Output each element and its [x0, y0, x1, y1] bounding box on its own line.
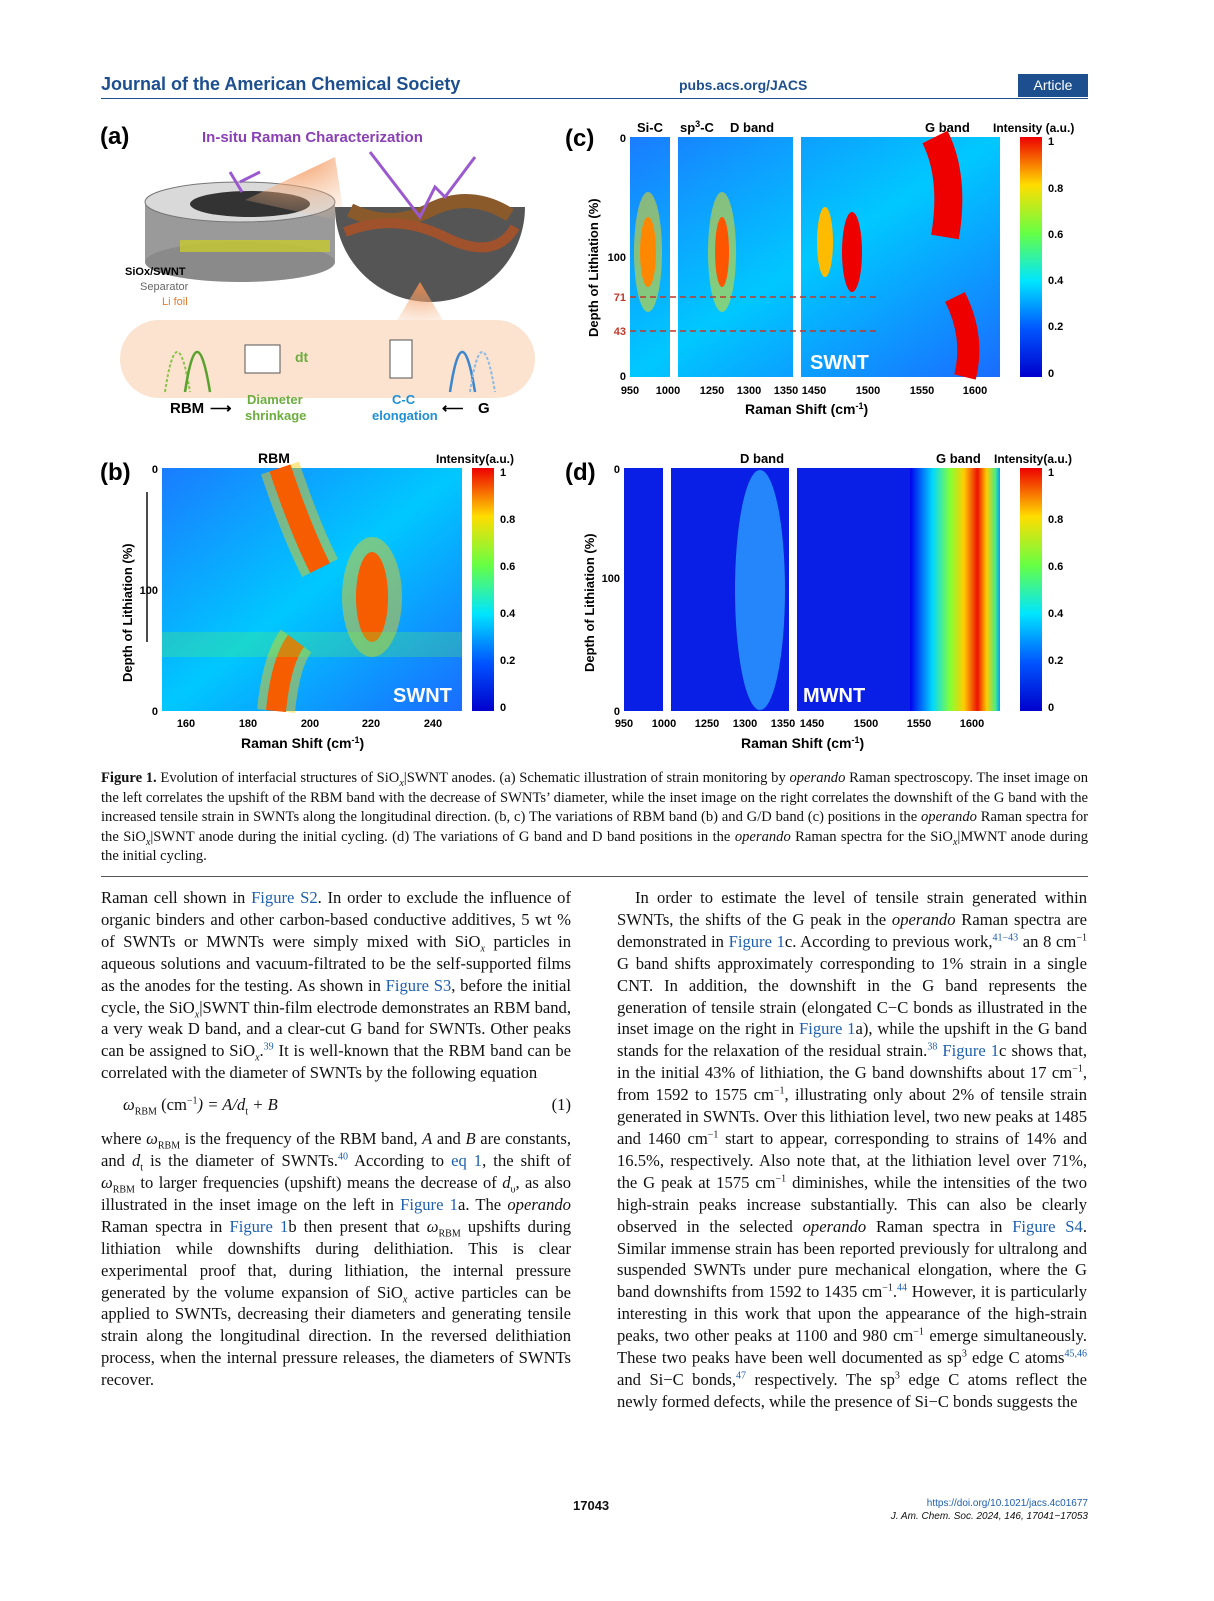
xtick-d-1550: 1550 — [906, 718, 932, 730]
caption-italic: operando — [789, 770, 846, 786]
xtick-c-1000: 1000 — [655, 385, 681, 397]
link-figure-1a[interactable]: Figure 1 — [400, 1194, 458, 1214]
ref-39[interactable]: 39 — [263, 1041, 274, 1053]
figure-1 — [100, 112, 1090, 762]
xtick-b-200: 200 — [300, 718, 320, 730]
ytick-c-100: 100 — [607, 252, 626, 264]
ref-45-46[interactable]: 45,46 — [1064, 1348, 1087, 1360]
cbar-title-d: Intensity(a.u.) — [994, 452, 1073, 466]
cbar-d-tick-02: 0.2 — [1048, 655, 1064, 667]
xtick-d-1000: 1000 — [651, 718, 677, 730]
xtick-c-1350: 1350 — [773, 385, 799, 397]
equation-body: $\omega_{RBM}$ $(cm^{-1}) = A/d_t + B$ — [123, 1095, 278, 1118]
cbar-b-tick-02: 0.2 — [500, 655, 516, 667]
caption-italic: operando — [734, 828, 791, 845]
xlabel-d: Raman Shift $(cm^{-1})$ — [741, 735, 865, 751]
ytick-b-0-top: 0 — [151, 464, 158, 476]
cbar-b-tick-08: 0.8 — [500, 514, 516, 526]
colorbar-b — [472, 468, 494, 711]
link-figure-s3[interactable]: Figure S3 — [385, 975, 452, 995]
layer-label-sioxswnt: SiOx/SWNT — [125, 266, 186, 278]
caption-sub-x: x — [952, 836, 958, 848]
caption-text: Evolution of interfacial structures of SiO — [156, 770, 400, 786]
xlabel-b: Raman Shift $(cm^{-1})$ — [241, 735, 365, 751]
xtick-b-160: 160 — [176, 718, 196, 730]
ref-47[interactable]: 47 — [735, 1370, 746, 1382]
caption-sub-x: x — [399, 777, 404, 789]
ytick-b-0-bottom: 0 — [151, 706, 158, 718]
xtick-c-1550: 1550 — [909, 385, 935, 397]
xtick-d-1500: 1500 — [853, 718, 879, 730]
ylabel-c: Depth of Lithiation (%) — [586, 198, 601, 337]
paragraph-1: Raman cell shown in Figure S2. In order to exclude the influence of organic binders and other carbon-based conductive additives, 5 wt % of SWNTs or MWNTs were simply mixed with SiO$_x$ particles in aqueous solutions and vacuum-filtrated to be the self-supported films as the anodes for the testing. As shown in Figure S3, before the initial cycle, the SiO$_x$|SWNT thin-film electrode demonstrates an RBM band, a very weak D band, and a clear-cut G band for SWNTs. Other peaks can be assigned to SiO$_x$.$^{39}$ It is well-known that the RBM band can be correlated with the diameter of SWNTs by the following equation — [101, 888, 571, 1083]
ytick-d-100: 100 — [601, 573, 620, 585]
paragraph-2: where $\omega_{RBM}$ is the frequency of the RBM band, A and B are constants, and $d_t$ is the diameter of SWNTs.$^{40}$ According to eq 1, the shift of $\omega_{RBM}$ to larger frequencies (upshift) means the decrease of $d_\upsilon$, as also illustrated in the inset image on the left in Figure 1a. The operando Raman spectra in Figure 1b then present that $\omega_{RBM}$ upshifts during lithiation while downshifts during delithiation. This is clear experimental proof that, during lithiation, the internal pressure generated by the volume expansion of SiO$_x$ active particles can be applied to SWNTs, decreasing their diameters and generating tensile strain along the longitudinal direction. In the reversed delithiation process, when the internal pressure releases, the diameters of SWNTs recover. — [101, 1129, 572, 1390]
caption-italic: operando — [920, 809, 977, 825]
link-figure-s4[interactable]: Figure S4 — [1012, 1216, 1083, 1236]
xtick-d-1600: 1600 — [959, 718, 985, 730]
xtick-d-1350: 1350 — [770, 718, 796, 730]
ylabel-d: Depth of Lithiation (%) — [582, 533, 597, 672]
cbar-b-tick-06: 0.6 — [500, 561, 516, 573]
ytick-c-43: 43 — [613, 326, 626, 338]
link-figure-1b[interactable]: Figure 1 — [229, 1216, 289, 1236]
caption-text: |SWNT anodes. (a) Schematic illustration of strain monitoring by — [403, 770, 790, 786]
xtick-d-1250: 1250 — [694, 718, 720, 730]
sioxswnt-zoom-illustration — [335, 152, 525, 332]
band-label-g-panel: G band — [936, 451, 981, 466]
rbm-arrow-label: RBM — [170, 400, 205, 417]
band-label-d-panel: D band — [740, 451, 785, 466]
panel-a-label: (a) — [100, 123, 130, 150]
link-figure-1c[interactable]: Figure 1 — [728, 931, 785, 951]
ref-40[interactable]: 40 — [337, 1151, 348, 1163]
cbar-d-tick-1: 1 — [1048, 467, 1055, 479]
caption-text: |SWNT anode during the initial cycling. (d) The variations of G band and D band positions in the — [150, 828, 735, 845]
xtick-c-1600: 1600 — [962, 385, 988, 397]
band-label-sic: Si-C — [637, 120, 663, 135]
panel-d-label: (d) — [565, 459, 596, 486]
xtick-c-1250: 1250 — [699, 385, 725, 397]
cbar-d-tick-0: 0 — [1048, 702, 1055, 714]
heat-high-strain — [842, 212, 862, 292]
layer-label-li-foil: Li foil — [162, 296, 188, 308]
page-header — [101, 74, 1088, 99]
heat-g-band-bottom — [955, 297, 968, 377]
page-number: 17043 — [573, 1498, 610, 1513]
xtick-d-1450: 1450 — [799, 718, 825, 730]
diameter-label-2: shrinkage — [245, 408, 307, 423]
cbar-title-b: Intensity(a.u.) — [436, 452, 515, 466]
ytick-c-0-bottom: 0 — [619, 371, 626, 383]
rbm-arrow-glyph: ⟶ — [210, 400, 232, 417]
cc-label-1: C-C — [392, 392, 416, 407]
right-column — [617, 887, 1087, 1413]
cbar-c-tick-02: 0.2 — [1048, 321, 1064, 333]
rbm-top-label: RBM — [258, 450, 290, 466]
cbar-c-tick-0: 0 — [1048, 368, 1055, 380]
layer-label-separator: Separator — [140, 281, 189, 293]
ytick-d-0-top: 0 — [613, 464, 620, 476]
panel-c-label: (c) — [565, 125, 595, 152]
doi-link[interactable]: https://doi.org/10.1021/jacs.4c01677 — [926, 1498, 1088, 1509]
link-figure-1c-2[interactable]: Figure 1 — [942, 1041, 1000, 1061]
tag-b: SWNT — [393, 685, 452, 707]
xtick-b-220: 220 — [361, 718, 381, 730]
caption-lead: Figure 1. — [101, 770, 157, 786]
heat-d-band — [735, 470, 785, 710]
tag-d: MWNT — [803, 685, 866, 707]
ref-41-43[interactable]: 41−43 — [992, 932, 1019, 944]
cbar-b-tick-04: 0.4 — [500, 608, 516, 620]
cbar-c-tick-04: 0.4 — [1048, 275, 1064, 287]
heat-g-band-top — [935, 137, 948, 237]
ref-38[interactable]: 38 — [927, 1041, 938, 1053]
link-figure-s2[interactable]: Figure S2 — [251, 888, 318, 907]
panel-b — [100, 450, 516, 751]
ytick-d-0-bottom: 0 — [613, 706, 620, 718]
heat-g-band-d — [910, 468, 1000, 711]
caption-rule — [101, 876, 1088, 877]
xtick-c-1300: 1300 — [736, 385, 762, 397]
diameter-label-1: Diameter — [247, 392, 303, 407]
dt-label: dt — [295, 349, 309, 365]
panel-a-title: In-situ Raman Characterization — [202, 129, 423, 146]
colorbar-d — [1020, 468, 1042, 711]
cbar-b-tick-0: 0 — [500, 702, 507, 714]
cbar-c-tick-06: 0.6 — [1048, 229, 1064, 241]
panel-d — [565, 451, 1072, 751]
g-arrow-glyph: ⟵ — [442, 400, 464, 417]
cbar-b-tick-1: 1 — [500, 467, 507, 479]
xtick-c-1500: 1500 — [855, 385, 881, 397]
caption-text: Raman spectra for the SiO — [790, 828, 953, 845]
xtick-b-240: 240 — [423, 718, 443, 730]
journal-site-link[interactable]: pubs.acs.org/JACS — [679, 77, 808, 93]
caption-text: Raman spectra for the SiO — [101, 809, 1088, 845]
ylabel-b: Depth of Lithiation (%) — [120, 543, 135, 682]
ytick-b-100: 100 — [139, 585, 158, 597]
xtick-d-950: 950 — [614, 718, 634, 730]
article-type-badge: Article — [1018, 74, 1088, 97]
g-arrow-label: G — [478, 400, 490, 417]
link-eq-1[interactable]: eq 1 — [451, 1151, 483, 1171]
caption-text: |MWNT anode during the initial cycling. — [101, 828, 1089, 864]
equation-number: (1) — [551, 1095, 571, 1115]
panel-c — [565, 119, 1074, 417]
footer-citation — [891, 1497, 1088, 1523]
cbar-d-tick-04: 0.4 — [1048, 608, 1064, 620]
equation-1 — [101, 1084, 571, 1128]
swnt-icon-left — [245, 345, 280, 373]
ytick-c-0-top: 0 — [619, 133, 626, 145]
cbar-d-tick-08: 0.8 — [1048, 514, 1064, 526]
cbar-c-tick-08: 0.8 — [1048, 183, 1064, 195]
ytick-c-71: 71 — [613, 292, 626, 304]
colorbar-c — [1020, 137, 1042, 377]
xtick-c-950: 950 — [620, 385, 640, 397]
cbar-d-tick-06: 0.6 — [1048, 561, 1064, 573]
caption-text: Raman spectroscopy. The inset image on the left correlates the upshift of the RBM band with the decrease of SWNTs’ diameter, while the inset image on the right correlates the downshift of the G band with the increased tensile strain in SWNTs along the longitudinal direction. (b, c) The variations of RBM band (b) and G/D band (c) positions in the — [101, 770, 1089, 825]
paragraph-3: In order to estimate the level of tensile strain generated within SWNTs, the shifts of the G peak in the operando Raman spectra are demonstrated in Figure 1c. According to previous work,$^{41-43}$ an 8 $cm^{-1}$ G band shifts approximately corresponding to 1% strain in a single CNT. In addition, the downshift in the G band represents the generation of tensile strain (elongated C−C bonds as illustrated in the inset image on the right in Figure 1a), while the upshift in the G band stands for the relaxation of the residual strain.$^{38}$ Figure 1c shows that, in the initial 43% of lithiation, the G band downshifts about 17 $cm^{-1}$, from 1592 to 1575 $cm^{-1}$, illustrating only about 2% of tensile strain generated in SWNTs. Over this lithiation level, two new peaks at 1485 and 1460 $cm^{-1}$ start to appear, corresponding to strains of 14% and 16.5%, respectively. Also note that, at the lithiation level over 71%, the G peak at 1575 $cm^{-1}$ diminishes, while the intensities of the two high-strain peaks increase substantially. This can also be clearly observed in the selected operando Raman spectra in Figure S4. Similar immense strain has been reported previously for ultralong and suspended SWNTs under pure mechanical elongation, where the G band downshifts from 1592 to 1435 $cm^{-1}.^{44}$ However, it is particularly interesting in this work that upon the appearance of the high-strain peaks, two other peaks at 1100 and 980 $cm^{-1}$ emerge simultaneously. These two peaks have been well documented as $sp^3$ edge C atoms$^{45,46}$ and Si−C bonds,$^{47}$ respectively. The $sp^3$ edge C atoms reflect the newly formed defects, while the presence of Si−C bonds suggests the — [617, 888, 1088, 1411]
cbar-c-tick-1: 1 — [1048, 136, 1055, 148]
cbar-title-c: Intensity (a.u.) — [993, 121, 1075, 135]
left-column — [101, 887, 571, 1391]
cc-label-2: elongation — [372, 408, 438, 423]
xtick-d-1300: 1300 — [732, 718, 758, 730]
band-label-sp3c: $sp^3-C$ — [680, 119, 714, 135]
xtick-b-180: 180 — [238, 718, 258, 730]
band-label-g: G band — [925, 120, 970, 135]
journal-title: Journal of the American Chemical Society — [101, 74, 461, 94]
xtick-c-1450: 1450 — [801, 385, 827, 397]
panel-a — [100, 123, 535, 423]
band-label-d: D band — [730, 120, 775, 135]
journal-citation: J. Am. Chem. Soc. 2024, 146, 17041−17053 — [890, 1511, 1088, 1522]
ref-44[interactable]: 44 — [897, 1282, 908, 1294]
link-figure-1a-right[interactable]: Figure 1 — [799, 1019, 856, 1039]
panel-b-label: (b) — [100, 459, 131, 486]
figure-caption — [101, 769, 1088, 867]
xlabel-c: Raman Shift $(cm^{-1})$ — [745, 401, 869, 417]
coin-cell-illustration — [145, 157, 345, 282]
caption-sub-x: x — [145, 836, 151, 848]
swnt-icon-right — [390, 340, 412, 378]
tag-c: SWNT — [810, 352, 869, 374]
